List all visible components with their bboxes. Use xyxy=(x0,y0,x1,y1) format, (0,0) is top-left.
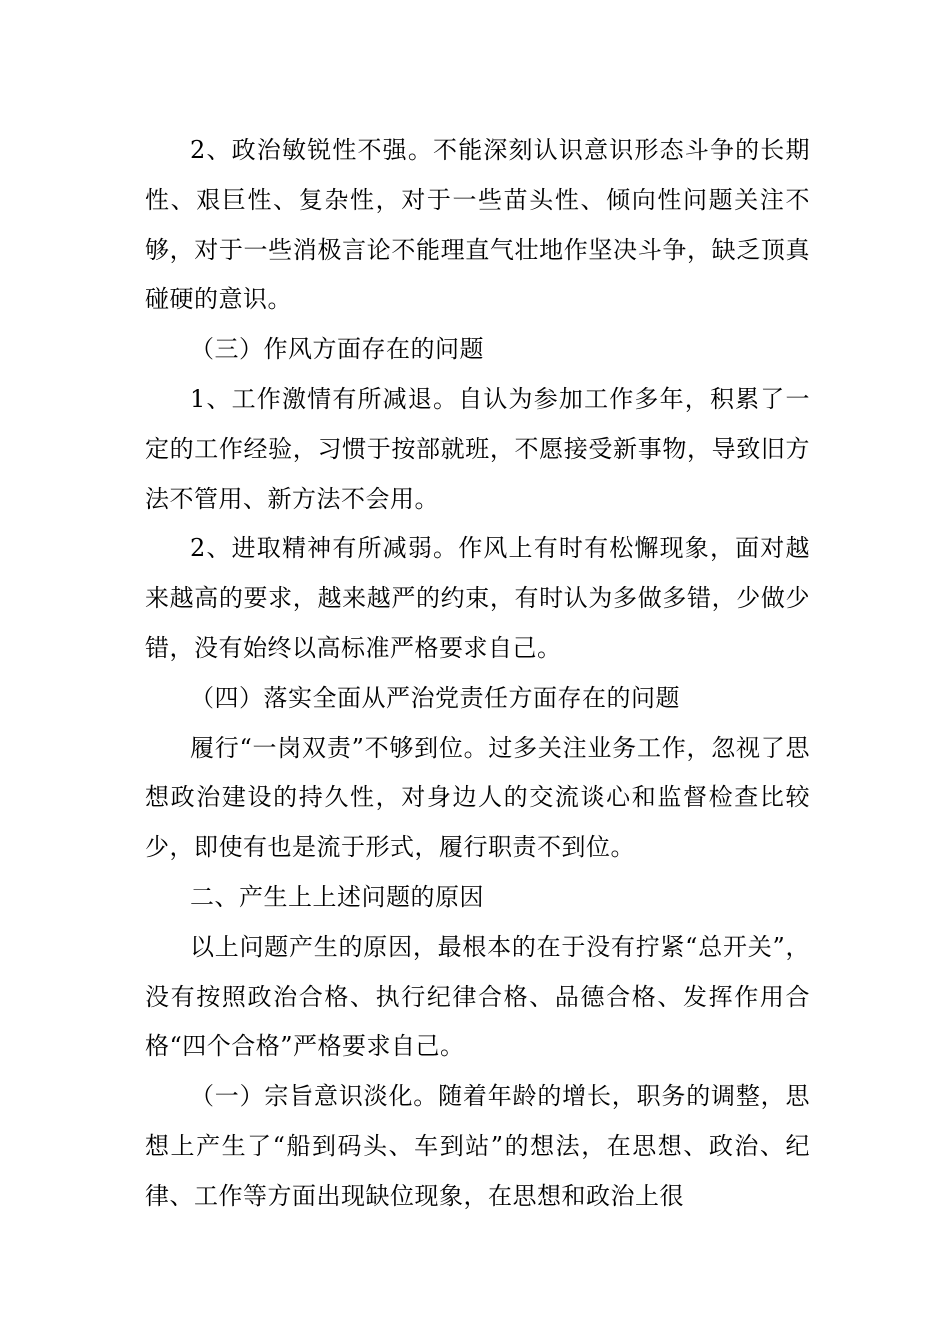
paragraph-work-enthusiasm: 1、工作激情有所减退。自认为参加工作多年，积累了一定的工作经验，习惯于按部就班，不愿接受新事物，导致旧方法不管用、新方法不会用。 xyxy=(145,384,810,513)
paragraph-political-sensitivity: 2、政治敏锐性不强。不能深刻认识意识形态斗争的长期性、艰巨性、复杂性，对于一些苗头性、倾向性问题关注不够，对于一些消极言论不能理直气壮地作坚决斗争，缺乏顶真碰硬的意识。 xyxy=(145,136,810,314)
paragraph-dual-responsibility: 履行“一岗双责”不够到位。过多关注业务工作，忽视了思想政治建设的持久性，对身边人的交流谈心和监督检查比较少，即使有也是流于形式，履行职责不到位。 xyxy=(145,733,810,862)
section-heading-party-responsibility: （四）落实全面从严治党责任方面存在的问题 xyxy=(190,683,680,712)
paragraph-root-cause: 以上问题产生的原因，最根本的在于没有拧紧“总开关”，没有按照政治合格、执行纪律合格、品德合格、发挥作用合格“四个合格”严格要求自己。 xyxy=(145,932,810,1061)
section-heading-causes: 二、产生上上述问题的原因 xyxy=(190,882,484,911)
section-heading-work-style: （三）作风方面存在的问题 xyxy=(190,335,484,364)
document-body xyxy=(145,126,810,1222)
paragraph-enterprising-spirit: 2、进取精神有所减弱。作风上有时有松懈现象，面对越来越高的要求，越来越严的约束，有时认为多做多错，少做少错，没有始终以高标准严格要求自己。 xyxy=(145,534,810,662)
paragraph-purpose-awareness: （一）宗旨意识淡化。随着年龄的增长，职务的调整，思想上产生了“船到码头、车到站”的想法，在思想、政治、纪律、工作等方面出现缺位现象，在思想和政治上很 xyxy=(145,1082,810,1210)
